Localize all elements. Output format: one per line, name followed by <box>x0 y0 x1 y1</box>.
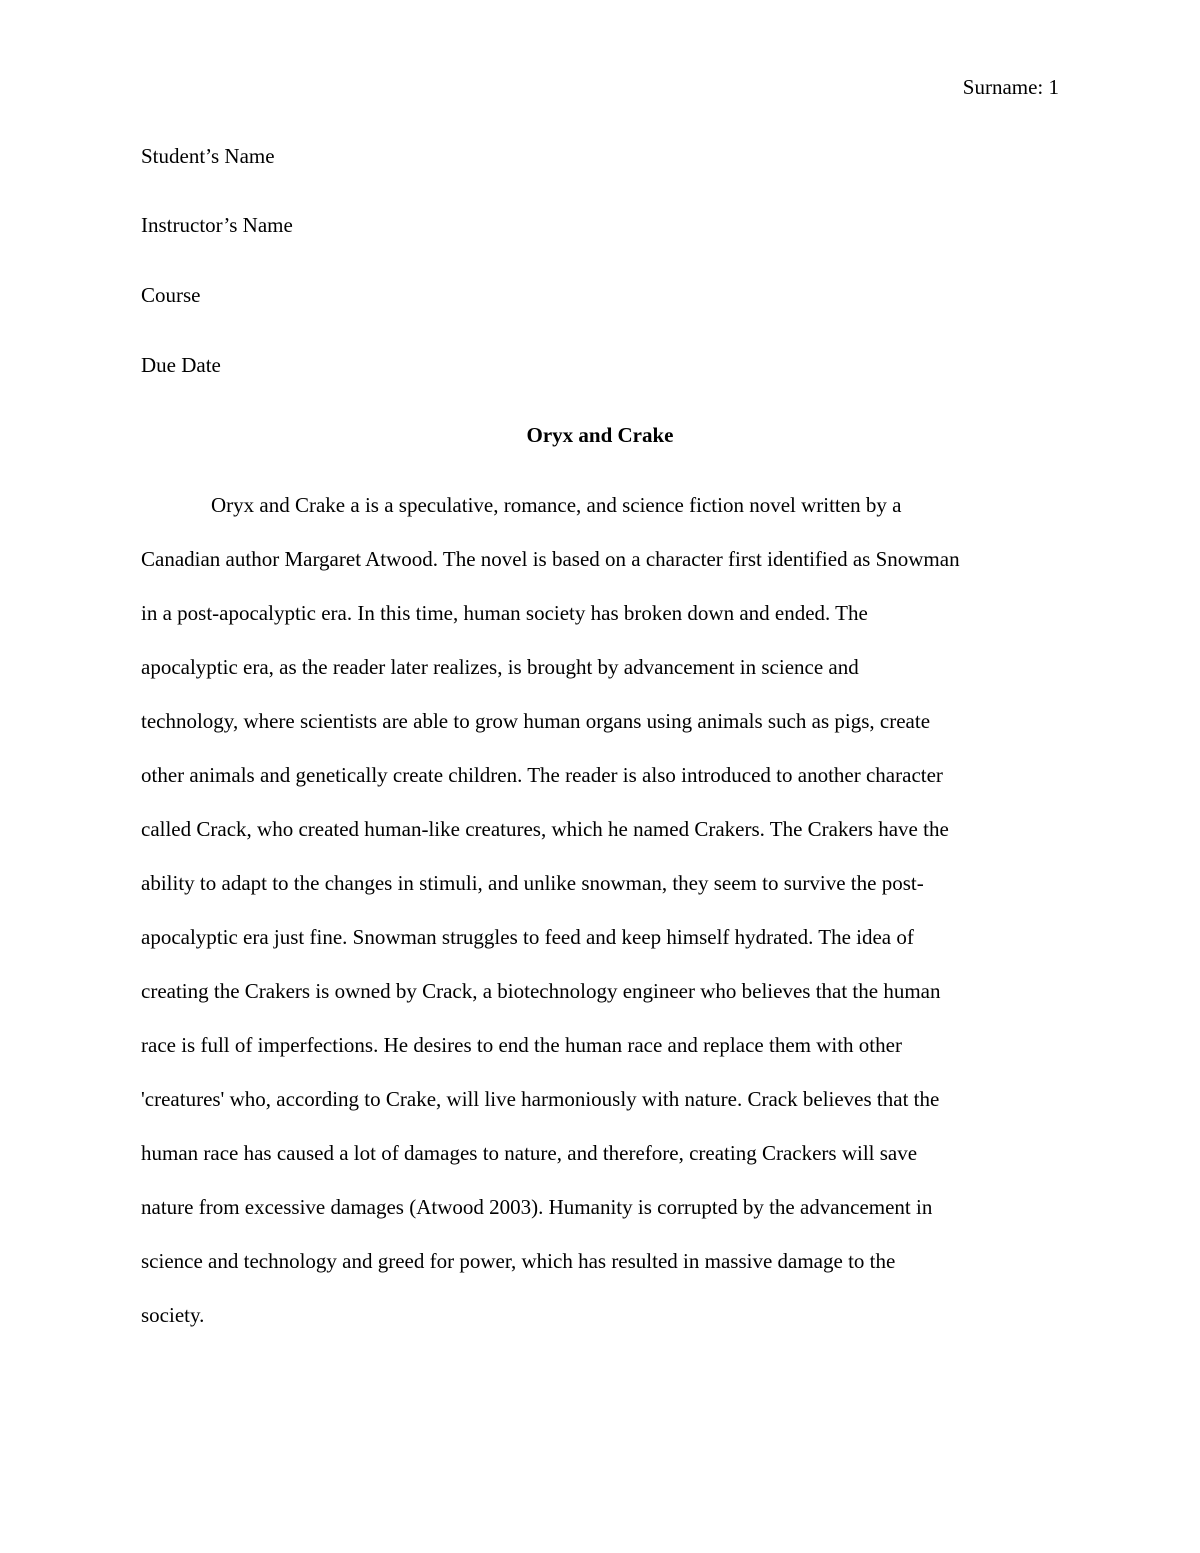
essay-title: Oryx and Crake <box>526 423 674 447</box>
course: Course <box>141 283 201 307</box>
body-line: 'creatures' who, according to Crake, will live harmoniously with nature. Crack believes that the <box>141 1087 940 1111</box>
due-date: Due Date <box>141 353 221 377</box>
running-head: Surname: 1 <box>962 75 1059 99</box>
body-line: human race has caused a lot of damages to nature, and therefore, creating Crackers will save <box>141 1141 918 1165</box>
body-line: creating the Crakers is owned by Crack, a biotechnology engineer who believes that the human <box>141 979 941 1003</box>
body-line: ability to adapt to the changes in stimuli, and unlike snowman, they seem to survive the post- <box>141 871 924 895</box>
body-line: Canadian author Margaret Atwood. The novel is based on a character first identified as Snowman <box>141 547 960 571</box>
body-line: nature from excessive damages (Atwood 2003). Humanity is corrupted by the advancement in <box>141 1195 933 1219</box>
body-line: called Crack, who created human-like creatures, which he named Crakers. The Crakers have the <box>141 817 949 841</box>
body-line: apocalyptic era just fine. Snowman struggles to feed and keep himself hydrated. The idea of <box>141 925 914 949</box>
body-line: apocalyptic era, as the reader later realizes, is brought by advancement in science and <box>141 655 859 679</box>
body-line: in a post-apocalyptic era. In this time, human society has broken down and ended. The <box>141 601 868 625</box>
body-line: society. <box>141 1303 205 1327</box>
student-name: Student’s Name <box>141 144 275 168</box>
body-line: race is full of imperfections. He desires to end the human race and replace them with other <box>141 1033 902 1057</box>
body-line: other animals and genetically create children. The reader is also introduced to another character <box>141 763 943 787</box>
instructor-name: Instructor’s Name <box>141 213 293 237</box>
body-line: science and technology and greed for power, which has resulted in massive damage to the <box>141 1249 896 1273</box>
body-line: technology, where scientists are able to grow human organs using animals such as pigs, create <box>141 709 931 733</box>
body-line: Oryx and Crake a is a speculative, romance, and science fiction novel written by a <box>211 493 902 517</box>
